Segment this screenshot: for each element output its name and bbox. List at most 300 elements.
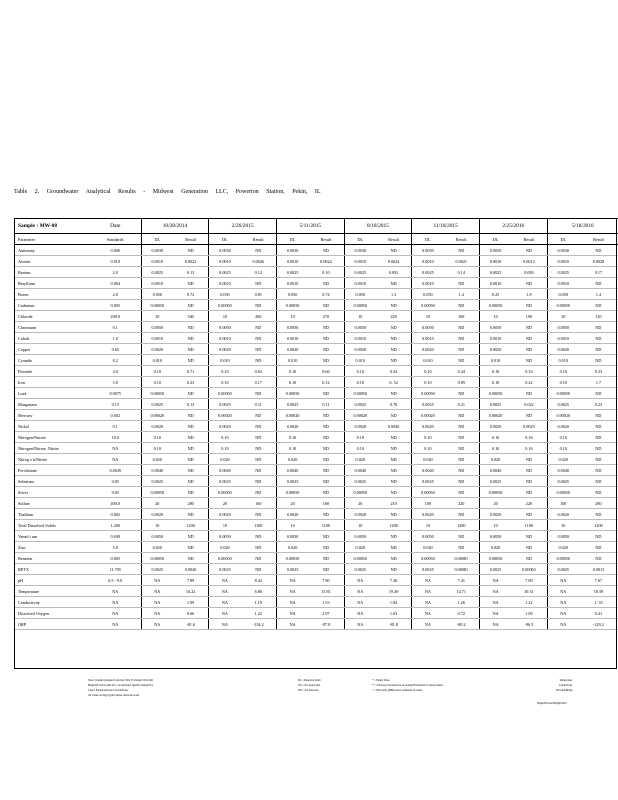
date-header: 10/28/2014: [141, 219, 209, 234]
result-value: 7.67: [579, 575, 618, 586]
result-value: 1200: [376, 520, 412, 531]
parameter-name: Perchlorate: [14, 465, 90, 476]
dl-value: 0.0040: [276, 465, 308, 476]
dl-value: NA: [547, 608, 579, 619]
result-value: 0.13: [173, 399, 209, 410]
dl-value: 0.0025: [209, 476, 241, 487]
result-value: 7.90: [308, 575, 344, 586]
table-row: [14, 267, 618, 278]
dl-value: 0.00050: [344, 487, 376, 498]
dl-value: NA: [141, 597, 173, 608]
dl-value: 0.0025: [412, 267, 444, 278]
dl-value: 0.0020: [276, 421, 308, 432]
standard-value: 0.05: [90, 487, 141, 498]
standard-value: 0.004: [90, 278, 141, 289]
dl-value: 0.0030: [276, 245, 308, 256]
result-value: 0.0013: [579, 564, 618, 575]
result-value: 0.16: [511, 432, 547, 443]
dl-value: 0.020: [141, 454, 173, 465]
dl-value: 0.0020: [209, 509, 241, 520]
table-row: [14, 498, 618, 509]
result-value: ND: [241, 542, 277, 553]
standard-value: 0.15: [90, 399, 141, 410]
parameter-name: Cyanide: [14, 355, 90, 366]
dl-value: 0.10: [412, 432, 444, 443]
standard-value: 1,200: [90, 520, 141, 531]
result-value: 0.66: [173, 608, 209, 619]
parameter-name: Cadmium: [14, 300, 90, 311]
result-value: ND: [376, 388, 412, 399]
header-row-dates: [14, 219, 618, 234]
standard-value: 11.705: [90, 564, 141, 575]
table-row: [14, 377, 618, 388]
dl-value: 100: [547, 498, 579, 509]
result-value: 1.8: [511, 289, 547, 300]
dl-value: 0.10: [412, 443, 444, 454]
dl-value: 0.10: [276, 443, 308, 454]
dl-value: 0.0050: [479, 531, 511, 542]
result-value: ND: [579, 344, 618, 355]
result-value: 19.49: [376, 586, 412, 597]
result-value: -154.2: [241, 619, 277, 630]
result-value: 1200: [444, 520, 480, 531]
dl-value: 0.020: [479, 454, 511, 465]
standard-value: NA: [90, 586, 141, 597]
standard-value: 0.05: [90, 476, 141, 487]
dl-value: 0.00050: [209, 388, 241, 399]
result-value: ND: [308, 531, 344, 542]
footnote-line: ** = Elevated concentration exceeding/Bl standard for nitrate-nitrite: [372, 684, 443, 687]
date-header: 2/25/2016: [479, 219, 547, 234]
standard-value: 0.002: [90, 410, 141, 421]
dl-value: 0.00050: [276, 300, 308, 311]
dl-value: 10: [547, 311, 579, 322]
result-value: 0.12: [241, 267, 277, 278]
table-row: [14, 553, 618, 564]
dl-value: 0.0040: [547, 465, 579, 476]
result-value: ND: [173, 245, 209, 256]
table-row: [14, 421, 618, 432]
result-value: ND: [579, 300, 618, 311]
dl-value: 10: [412, 520, 444, 531]
table-row: [14, 597, 618, 608]
result-value: ND: [444, 344, 480, 355]
result-value: ND: [444, 542, 480, 553]
result-value: ND: [241, 388, 277, 399]
result-value: 0.81: [241, 289, 277, 300]
parameter-name: Copper: [14, 344, 90, 355]
parameter-name: pH: [14, 575, 90, 586]
result-value: ND: [376, 531, 412, 542]
footnote-block-symbols: [372, 678, 443, 693]
result-value: ND: [376, 410, 412, 421]
result-value: ND: [511, 344, 547, 355]
table-row: [14, 487, 618, 498]
standard-value: 0.0075: [90, 388, 141, 399]
result-value: ND: [241, 443, 277, 454]
dl-value: 0.0010: [141, 333, 173, 344]
result-value: ND: [444, 245, 480, 256]
header-row-columns: [14, 234, 618, 245]
dl-value: 0.050: [141, 289, 173, 300]
dl-value: 0.020: [209, 454, 241, 465]
dl-value: 0.0010: [412, 278, 444, 289]
result-value: ND: [511, 553, 547, 564]
dl-value: 0.10: [209, 377, 241, 388]
result-value: ND: [308, 432, 344, 443]
result-value: ND: [579, 333, 618, 344]
result-value: ND: [511, 465, 547, 476]
table-row: [14, 366, 618, 377]
result-value: ND: [376, 322, 412, 333]
dl-value: 0.00050: [547, 487, 579, 498]
result-value: ND: [173, 531, 209, 542]
dl-value: 0.0030: [209, 245, 241, 256]
dl-value: 0.0025: [141, 564, 173, 575]
result-value: 0.00081: [444, 553, 480, 564]
dl-header: DL: [141, 234, 173, 245]
dl-value: NA: [209, 619, 241, 630]
dl-value: 0.0025: [141, 399, 173, 410]
dl-value: 0.00050: [547, 300, 579, 311]
standard-value: 0.006: [90, 245, 141, 256]
result-value: 1100: [308, 520, 344, 531]
result-value: ND: [579, 476, 618, 487]
dl-value: 0.00050: [141, 388, 173, 399]
result-value: ND: [173, 333, 209, 344]
result-value: ND: [511, 476, 547, 487]
dl-value: 0.00020: [479, 410, 511, 421]
result-value: 0.0022: [173, 256, 209, 267]
dl-value: 0.0025: [479, 564, 511, 575]
dl-value: 0.020: [412, 542, 444, 553]
result-value: ND: [579, 278, 618, 289]
dl-value: 0.0050: [141, 322, 173, 333]
dl-value: NA: [479, 586, 511, 597]
result-value: ND: [308, 245, 344, 256]
result-value: ND: [376, 300, 412, 311]
dl-value: 0.0050: [276, 531, 308, 542]
table-row: [14, 333, 618, 344]
parameter-name: Nitrogen/Nitrate, Nitrite: [14, 443, 90, 454]
result-value: 0.0021: [444, 256, 480, 267]
table-row: [14, 289, 618, 300]
dl-value: 0.10: [209, 443, 241, 454]
parameter-name: Vanad i um: [14, 531, 90, 542]
dl-value: NA: [344, 608, 376, 619]
parameter-name: Barium: [14, 267, 90, 278]
result-value: 0.72: [173, 289, 209, 300]
result-value: 1.22: [511, 597, 547, 608]
result-value: 340: [173, 311, 209, 322]
dl-value: 20: [276, 498, 308, 509]
result-value: ND: [173, 300, 209, 311]
dl-value: 0.0010: [209, 256, 241, 267]
standard-value: 0.002: [90, 509, 141, 520]
result-value: ND: [308, 278, 344, 289]
parameter-name: Antimony: [14, 245, 90, 256]
result-value: ND: [376, 465, 412, 476]
result-value: 0.022: [511, 399, 547, 410]
dl-value: 10: [479, 311, 511, 322]
dl-value: 0.10: [479, 443, 511, 454]
table-row: [14, 399, 618, 410]
dl-value: 0.0050: [209, 322, 241, 333]
result-value: ND: [173, 322, 209, 333]
standard-value: 5.0: [90, 542, 141, 553]
parameter-name: Temperature: [14, 586, 90, 597]
parameter-name: ORP: [14, 619, 90, 630]
dl-value: 20: [141, 498, 173, 509]
table-row: [14, 520, 618, 531]
footnote-line: DL = Detection Limit: [298, 679, 321, 682]
dl-value: 0.0025: [209, 267, 241, 278]
result-value: ND: [511, 355, 547, 366]
parameter-name: Cobalt: [14, 333, 90, 344]
dl-value: 0.020: [412, 454, 444, 465]
dl-value: 0.0020: [547, 344, 579, 355]
dl-value: 0.0050: [412, 322, 444, 333]
dl-value: 0.0020: [479, 509, 511, 520]
result-value: ND: [241, 454, 277, 465]
dl-value: NA: [276, 575, 308, 586]
result-value: 0.23: [173, 377, 209, 388]
dl-value: 0.020: [209, 542, 241, 553]
table-row: [14, 388, 618, 399]
table-row: [14, 256, 618, 267]
dl-value: NA: [479, 597, 511, 608]
result-value: 0.41: [579, 608, 618, 619]
dl-value: 0.00020: [209, 410, 241, 421]
result-value: ND: [308, 333, 344, 344]
result-value: ND: [241, 355, 277, 366]
parameter-name: Nitrogen/Nitrate: [14, 432, 90, 443]
result-value: ND: [444, 410, 480, 421]
dl-value: 0.00050: [141, 553, 173, 564]
result-value: 0.71: [173, 366, 209, 377]
standard-value: 0.0049: [90, 465, 141, 476]
result-value: ND: [173, 355, 209, 366]
result-value: 0.0026: [241, 256, 277, 267]
date-header: 11/18/2015: [412, 219, 480, 234]
footnote-line: Conductivity: [558, 684, 573, 687]
standard-value: 10.0: [90, 432, 141, 443]
dl-value: NA: [276, 586, 308, 597]
dl-value: 0.0025: [479, 267, 511, 278]
standard-value: 0.010: [90, 256, 141, 267]
result-value: ND: [241, 344, 277, 355]
dl-value: 0.020: [547, 542, 579, 553]
dl-value: NA: [479, 575, 511, 586]
result-value: ND: [511, 245, 547, 256]
result-value: 1.84: [376, 597, 412, 608]
dl-value: NA: [209, 586, 241, 597]
standard-value: 2.0: [90, 267, 141, 278]
result-value: ND: [308, 487, 344, 498]
dl-value: 0.020: [276, 454, 308, 465]
standard-value: 5.0: [90, 377, 141, 388]
dl-value: 0.010: [479, 355, 511, 366]
dl-value: 0.00050: [209, 300, 241, 311]
dl-value: 0.0020: [344, 344, 376, 355]
result-value: 220: [444, 498, 480, 509]
result-value: 0.33: [579, 366, 618, 377]
table-row: [14, 322, 618, 333]
result-value: ND: [444, 300, 480, 311]
result-value: ND: [173, 278, 209, 289]
dl-value: NA: [344, 597, 376, 608]
result-value: 0.34: [376, 366, 412, 377]
date-header: 8/18/2015: [344, 219, 412, 234]
dl-value: 0.10: [412, 366, 444, 377]
result-value: 0.0028: [579, 256, 618, 267]
result-value: 2.97: [308, 608, 344, 619]
dl-value: 0.0010: [479, 256, 511, 267]
result-value: 1.4: [444, 289, 480, 300]
dl-value: 0.0050: [209, 531, 241, 542]
result-value: -81.6: [173, 619, 209, 630]
result-value: ND: [511, 333, 547, 344]
result-value: 0.74: [308, 289, 344, 300]
dl-value: 0.10: [547, 366, 579, 377]
dl-value: 0.0010: [276, 256, 308, 267]
footnote-block-legend: [537, 701, 567, 706]
dl-value: 0.010: [276, 355, 308, 366]
dl-value: 0.0020: [276, 509, 308, 520]
dl-value: 0.0010: [344, 333, 376, 344]
dl-value: 0.0010: [209, 278, 241, 289]
result-value: ND: [579, 443, 618, 454]
dl-value: 0.0020: [141, 509, 173, 520]
result-value: 1100: [241, 520, 277, 531]
result-value: ND: [376, 487, 412, 498]
result-value: ND: [444, 355, 480, 366]
dl-value: 0.0020: [209, 421, 241, 432]
dl-value: NA: [344, 575, 376, 586]
dl-value: 10: [479, 520, 511, 531]
result-value: 1200: [173, 520, 209, 531]
result-value: ND: [308, 509, 344, 520]
footnote-line: Temperature: [559, 679, 573, 682]
result-value: 280: [579, 498, 618, 509]
result-value: 10.31: [511, 586, 547, 597]
standard-value: NA: [90, 454, 141, 465]
dl-value: 0.0050: [141, 531, 173, 542]
table-row: [14, 432, 618, 443]
dl-value: 10: [209, 520, 241, 531]
dl-value: 0.00050: [344, 388, 376, 399]
result-value: ND: [241, 509, 277, 520]
result-value: 14.71: [444, 586, 480, 597]
table-row: [14, 344, 618, 355]
footnote-line: < = ND results (RBE)source estimated of results: [372, 689, 423, 692]
result-value: ND: [308, 553, 344, 564]
result-value: ND: [173, 542, 209, 553]
result-value: 210: [376, 498, 412, 509]
result-value: 1.99: [173, 597, 209, 608]
result-value: 0.11: [241, 399, 277, 410]
result-value: ND: [376, 509, 412, 520]
result-value: 0.21: [444, 399, 480, 410]
result-value: ND: [579, 388, 618, 399]
dl-value: 0.020: [344, 454, 376, 465]
standard-value: 2.0: [90, 289, 141, 300]
result-value: ND: [241, 564, 277, 575]
parameter-name: Arsenic: [14, 256, 90, 267]
footnote-block-abbreviations: [298, 678, 321, 693]
dl-value: NA: [276, 619, 308, 630]
table-title: Table 2. Groundwater Analytical Results - Midwest Generation LLC, Powerton Station, Pekin, IL: [14, 189, 321, 195]
result-value: 1100: [511, 520, 547, 531]
result-value: 0.0024: [308, 256, 344, 267]
dl-value: 0.0025: [412, 399, 444, 410]
dl-value: 20: [209, 498, 241, 509]
table-row: [14, 542, 618, 553]
dl-value: 0.0010: [276, 333, 308, 344]
parameter-name: Boron: [14, 289, 90, 300]
footnote-line: Class I Potable Resource Groundwater: [88, 689, 129, 692]
footnote-line: ND = Not Detected: [298, 689, 319, 692]
dl-value: 0.0040: [479, 465, 511, 476]
result-value: 160: [444, 311, 480, 322]
dl-value: 0.0025: [479, 476, 511, 487]
dl-value: 0.0040: [344, 465, 376, 476]
result-value: ND: [511, 454, 547, 465]
table-row: [14, 608, 618, 619]
dl-value: 0.00050: [276, 388, 308, 399]
result-value: -81.8: [376, 619, 412, 630]
parameter-name: Sulfate: [14, 498, 90, 509]
dl-value: 0.10: [479, 366, 511, 377]
table-row: [14, 586, 618, 597]
result-value: ND: [444, 388, 480, 399]
parameter-name: Chloride: [14, 311, 90, 322]
dl-value: 0.00050: [276, 487, 308, 498]
standard-value: 6.5 - 9.0: [90, 575, 141, 586]
dl-value: 0.0025: [344, 399, 376, 410]
dl-value: 0.0020: [412, 344, 444, 355]
dl-value: 0.00050: [479, 487, 511, 498]
result-value: ND: [511, 410, 547, 421]
standard-value: NA: [90, 597, 141, 608]
result-value: ND: [173, 454, 209, 465]
dl-value: 0.00050: [209, 553, 241, 564]
parameter-header: Parameter: [14, 234, 90, 245]
result-value: ND: [376, 454, 412, 465]
dl-value: 0.0050: [412, 531, 444, 542]
dl-value: 0.0025: [141, 267, 173, 278]
dl-value: 0.0025: [344, 267, 376, 278]
dl-value: 0.050: [276, 289, 308, 300]
dl-value: 0.020: [344, 542, 376, 553]
result-value: 16.22: [173, 586, 209, 597]
dl-value: 0.10: [479, 432, 511, 443]
result-value: 0.0012: [511, 256, 547, 267]
dl-value: 0.0030: [412, 245, 444, 256]
dl-value: 0.00050: [209, 487, 241, 498]
dl-value: 0.10: [276, 366, 308, 377]
result-value: 0. 52: [376, 377, 412, 388]
result-value: ND: [173, 465, 209, 476]
result-value: 0.72: [444, 608, 480, 619]
dl-value: 0.0010: [412, 256, 444, 267]
result-value: 1.09: [511, 608, 547, 619]
result-value: 7.41: [444, 575, 480, 586]
result-value: 1.53: [308, 597, 344, 608]
result-value: ND: [308, 344, 344, 355]
result-value: ND: [241, 245, 277, 256]
footnote-line: Elevated/Bright: [556, 689, 573, 692]
